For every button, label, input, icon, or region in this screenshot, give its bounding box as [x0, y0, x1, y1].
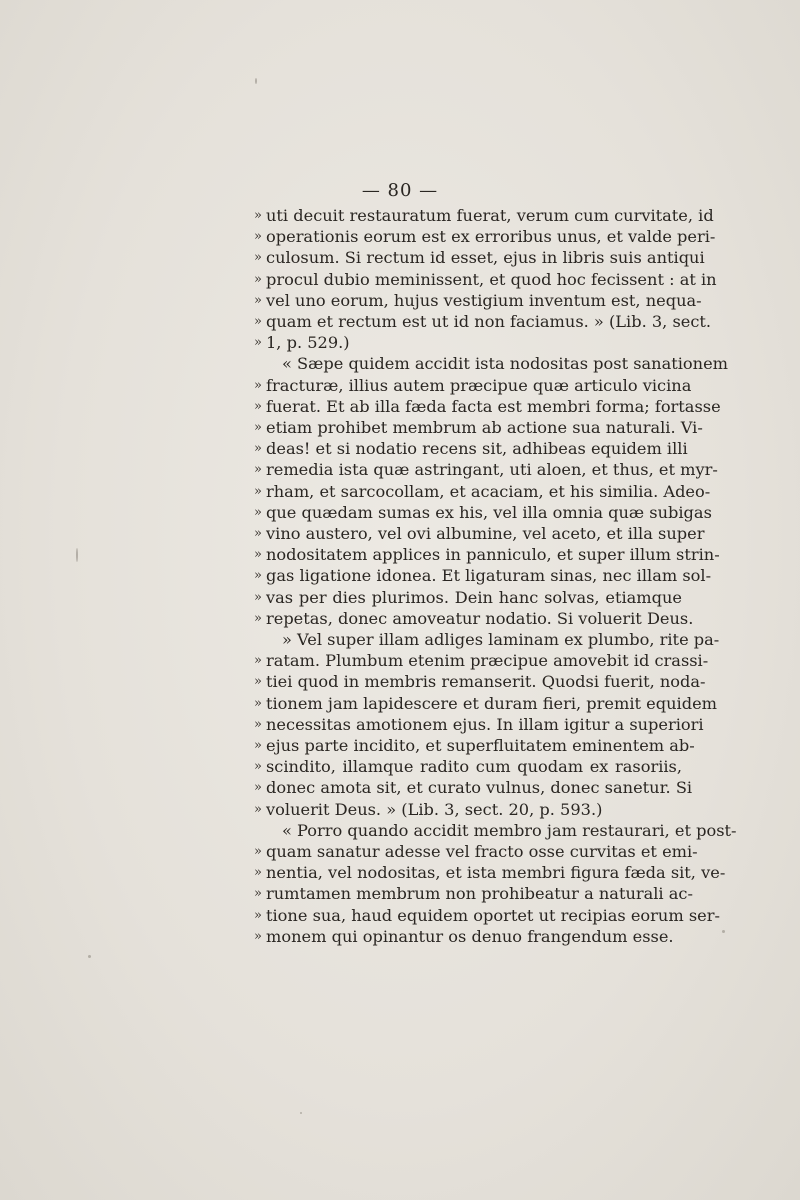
line-text: ratam. Plumbum etenim præcipue amovebit id crassi- [266, 651, 709, 671]
line-text: quam et rectum est ut id non faciamus. » (Lib. 3, sect. [266, 312, 712, 331]
line-text: tionem jam lapidescere et duram fieri, premit equidem [266, 693, 717, 713]
quote-mark: » [254, 886, 262, 902]
quote-mark: » [254, 865, 262, 881]
line-text: rham, et sarcocollam, et acaciam, et his similia. Adeo- [266, 481, 711, 501]
quote-mark: » [254, 759, 262, 775]
line-text: monem qui opinantur os denuo frangendum esse. [266, 926, 674, 946]
line-text: « Porro quando accidit membro jam restaurari, et post- [282, 820, 737, 840]
line-text: uti decuit restauratum fuerat, verum cum curvitate, id [266, 206, 714, 225]
quote-mark: » [254, 780, 262, 796]
quote-mark: » [254, 314, 262, 329]
quote-mark: » [254, 229, 262, 245]
line-text: tiei quod in membris remanserit. Quodsi fuerit, noda- [266, 672, 706, 692]
quote-mark: » [254, 801, 262, 817]
quote-mark: » [254, 716, 262, 732]
line-text: quam sanatur adesse vel fracto osse curvitas et emi- [266, 842, 698, 861]
paper-speck [722, 930, 725, 933]
quote-mark: » [254, 738, 262, 753]
line-text: gas ligatione idonea. Et ligaturam sinas, nec illam sol- [266, 566, 712, 586]
line-text: rumtamen membrum non prohibeatur a naturali ac- [266, 884, 693, 904]
quote-mark: » [254, 292, 262, 308]
line-text: operationis eorum est ex erroribus unus, et valde peri- [266, 227, 716, 247]
quote-mark: » [254, 610, 262, 626]
line-text: fracturæ, illius autem præcipue quæ articulo vicina [266, 375, 692, 395]
line-text: fuerat. Et ab illa fæda facta est membri forma; fortasse [266, 396, 721, 416]
quote-mark: » [254, 250, 262, 266]
line-text: vino austero, vel ovi albumine, vel aceto, et illa super [266, 524, 705, 543]
paper-speck [300, 1112, 302, 1114]
quote-mark: » [254, 928, 262, 944]
quote-mark: » [254, 526, 262, 541]
quote-mark: » [254, 504, 262, 520]
text-line [0, 925, 800, 949]
line-text: voluerit Deus. » (Lib. 3, sect. 20, p. 593.) [266, 799, 603, 819]
quote-mark: » [254, 695, 262, 711]
line-text: donec amota sit, et curato vulnus, donec sanetur. Si [266, 778, 693, 798]
quote-mark: » [254, 674, 262, 690]
line-text: scindito, illamque radito cum quodam ex rasoriis, [266, 757, 682, 777]
line-text: » Vel super illam adliges laminam ex plumbo, rite pa- [282, 630, 720, 649]
quote-mark: » [254, 568, 262, 584]
line-text: 1, p. 529.) [266, 333, 350, 353]
quote-mark: » [254, 377, 262, 393]
line-text: procul dubio meminissent, et quod hoc fecissent : at in [266, 269, 717, 289]
quote-mark: » [254, 398, 262, 414]
line-text: culosum. Si rectum id esset, ejus in libris suis antiqui [266, 248, 705, 268]
paper-speck [255, 78, 257, 84]
line-text: etiam prohibet membrum ab actione sua naturali. Vi- [266, 418, 703, 437]
line-text: repetas, donec amoveatur nodatio. Si voluerit Deus. [266, 608, 694, 628]
line-text: nodositatem applices in panniculo, et super illum strin- [266, 545, 720, 565]
line-text: « Sæpe quidem accidit ista nodositas post sanationem [282, 354, 729, 374]
quote-mark: » [254, 271, 262, 287]
quote-mark: » [254, 483, 262, 499]
paper-speck [88, 955, 91, 958]
quote-mark: » [254, 907, 262, 923]
quote-mark: » [254, 208, 262, 223]
line-text: ejus parte incidito, et superfluitatem eminentem ab- [266, 736, 695, 755]
quote-mark: » [254, 335, 262, 351]
quote-mark: » [254, 420, 262, 435]
quote-mark: » [254, 844, 262, 859]
line-text: nentia, vel nodositas, et ista membri figura fæda sit, ve- [266, 863, 726, 883]
line-text: que quædam sumas ex his, vel illa omnia quæ subigas [266, 502, 712, 522]
quote-mark: » [254, 462, 262, 478]
quote-mark: » [254, 547, 262, 563]
quote-mark: » [254, 441, 262, 457]
line-text: tione sua, haud equidem oportet ut recipias eorum ser- [266, 905, 720, 925]
line-text: remedia ista quæ astringant, uti aloen, et thus, et myr- [266, 460, 718, 480]
quote-mark: » [254, 653, 262, 669]
quote-mark: » [254, 589, 262, 605]
line-text: vel uno eorum, hujus vestigium inventum est, nequa- [266, 290, 702, 310]
paper-speck [76, 548, 78, 562]
line-text: deas! et si nodatio recens sit, adhibeas equidem illi [266, 439, 688, 459]
page-number: — 80 — [361, 180, 439, 201]
line-text: vas per dies plurimos. Dein hanc solvas, etiamque [266, 587, 682, 607]
line-text: necessitas amotionem ejus. In illam igitur a superiori [266, 714, 704, 734]
